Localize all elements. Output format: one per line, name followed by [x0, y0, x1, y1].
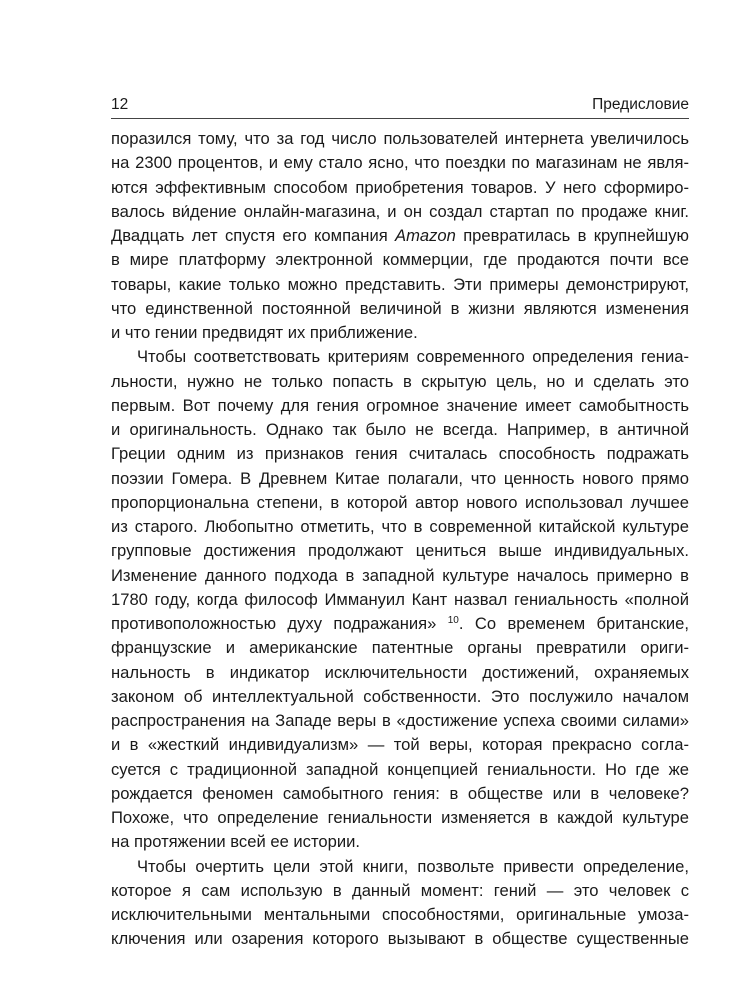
text-line [111, 224, 689, 248]
text-fragment: противоположностью духу подражания» [111, 614, 448, 633]
text-line: на протяжении всей ее истории. [111, 832, 360, 852]
running-header [111, 94, 689, 119]
footnote-ref[interactable]: 10 [447, 615, 459, 626]
text-line: суется с традиционной западной концепцией гениальности. Но где же [111, 759, 689, 779]
text-line: товары, какие только можно представить. Эти примеры демонстрируют, [111, 274, 689, 294]
text-line: французские и американские патентные органы превратили ориги- [111, 638, 689, 658]
text-line: Чтобы соответствовать критериям современного определения гениа- [137, 347, 689, 367]
text-line: льности, нужно не только попасть в скрытую цель, но и сделать это [111, 371, 689, 391]
text-line: ются эффективным способом приобретения товаров. У него сформиро- [111, 177, 689, 197]
text-line: 1780 году, когда философ Иммануил Кант назвал гениальность «полной [111, 589, 689, 609]
text-line: групповые достижения продолжают цениться выше индивидуальных. [111, 541, 689, 561]
text-line: поразился тому, что за год число пользователей интернета увеличилось [111, 129, 689, 148]
text-line [111, 612, 689, 636]
text-line: из старого. Любопытно отметить, что в современной китайской культуре [111, 517, 689, 536]
section-title: Предисловие [592, 96, 689, 113]
italic-term: Amazon [395, 226, 456, 245]
page-number: 12 [111, 96, 129, 113]
text-line: поэзии Гомера. В Древнем Китае полагали, что ценность нового прямо [111, 468, 689, 488]
text-line: исключительными ментальными способностями, оригинальные умоза- [111, 905, 689, 924]
text-line: первым. Вот почему для гения огромное значение имеет самобытность [111, 395, 689, 415]
text-line: и что гении предвидят их приближение. [111, 323, 418, 342]
text-fragment: Двадцать лет спустя его компания [111, 226, 396, 245]
text-line: в мире платформу электронной коммерции, где продаются почти все [111, 250, 689, 270]
text-line: валось ви́дение онлайн-магазина, и он создал стартап по продаже книг. [111, 201, 689, 221]
text-line: что единственной постоянной величиной в жизни являются изменения [111, 298, 689, 318]
text-line: рождается феномен самобытного гения: в обществе или в человеке? [111, 783, 689, 803]
text-line: Чтобы очертить цели этой книги, позвольте привести определение, [137, 856, 689, 876]
text-fragment: превратилась в крупнейшую [455, 226, 689, 245]
text-line: распространения на Западе веры в «достижение успеха своими силами» [111, 711, 689, 730]
text-line: законом об интеллектуальной собственности. Это послужило началом [111, 686, 689, 706]
text-line: нальность в индикатор исключительности достижений, охраняемых [111, 662, 689, 682]
text-line: которое я сам использую в данный момент: гений — это человек с [111, 880, 689, 900]
text-line: Похоже, что определение гениальности изменяется в каждой культуре [111, 808, 689, 827]
text-fragment: . Со временем британские, [458, 614, 690, 633]
text-line: на 2300 процентов, и ему стало ясно, что поездки по магазинам не явля- [111, 153, 689, 173]
body-text [111, 127, 689, 952]
text-line: ключения или озарения которого вызывают в обществе существенные [111, 929, 689, 949]
text-line: пропорциональна степени, в которой автор нового использовал лучшее [111, 492, 689, 512]
text-line: и в «жесткий индивидуализм» — той веры, которая прекрасно согла- [111, 735, 689, 755]
text-line: Изменение данного подхода в западной культуре началось примерно в [111, 565, 689, 585]
text-line: Греции одним из признаков гения считалась способность подражать [111, 444, 689, 464]
text-line: и оригинальность. Однако так было не всегда. Например, в античной [111, 420, 689, 439]
